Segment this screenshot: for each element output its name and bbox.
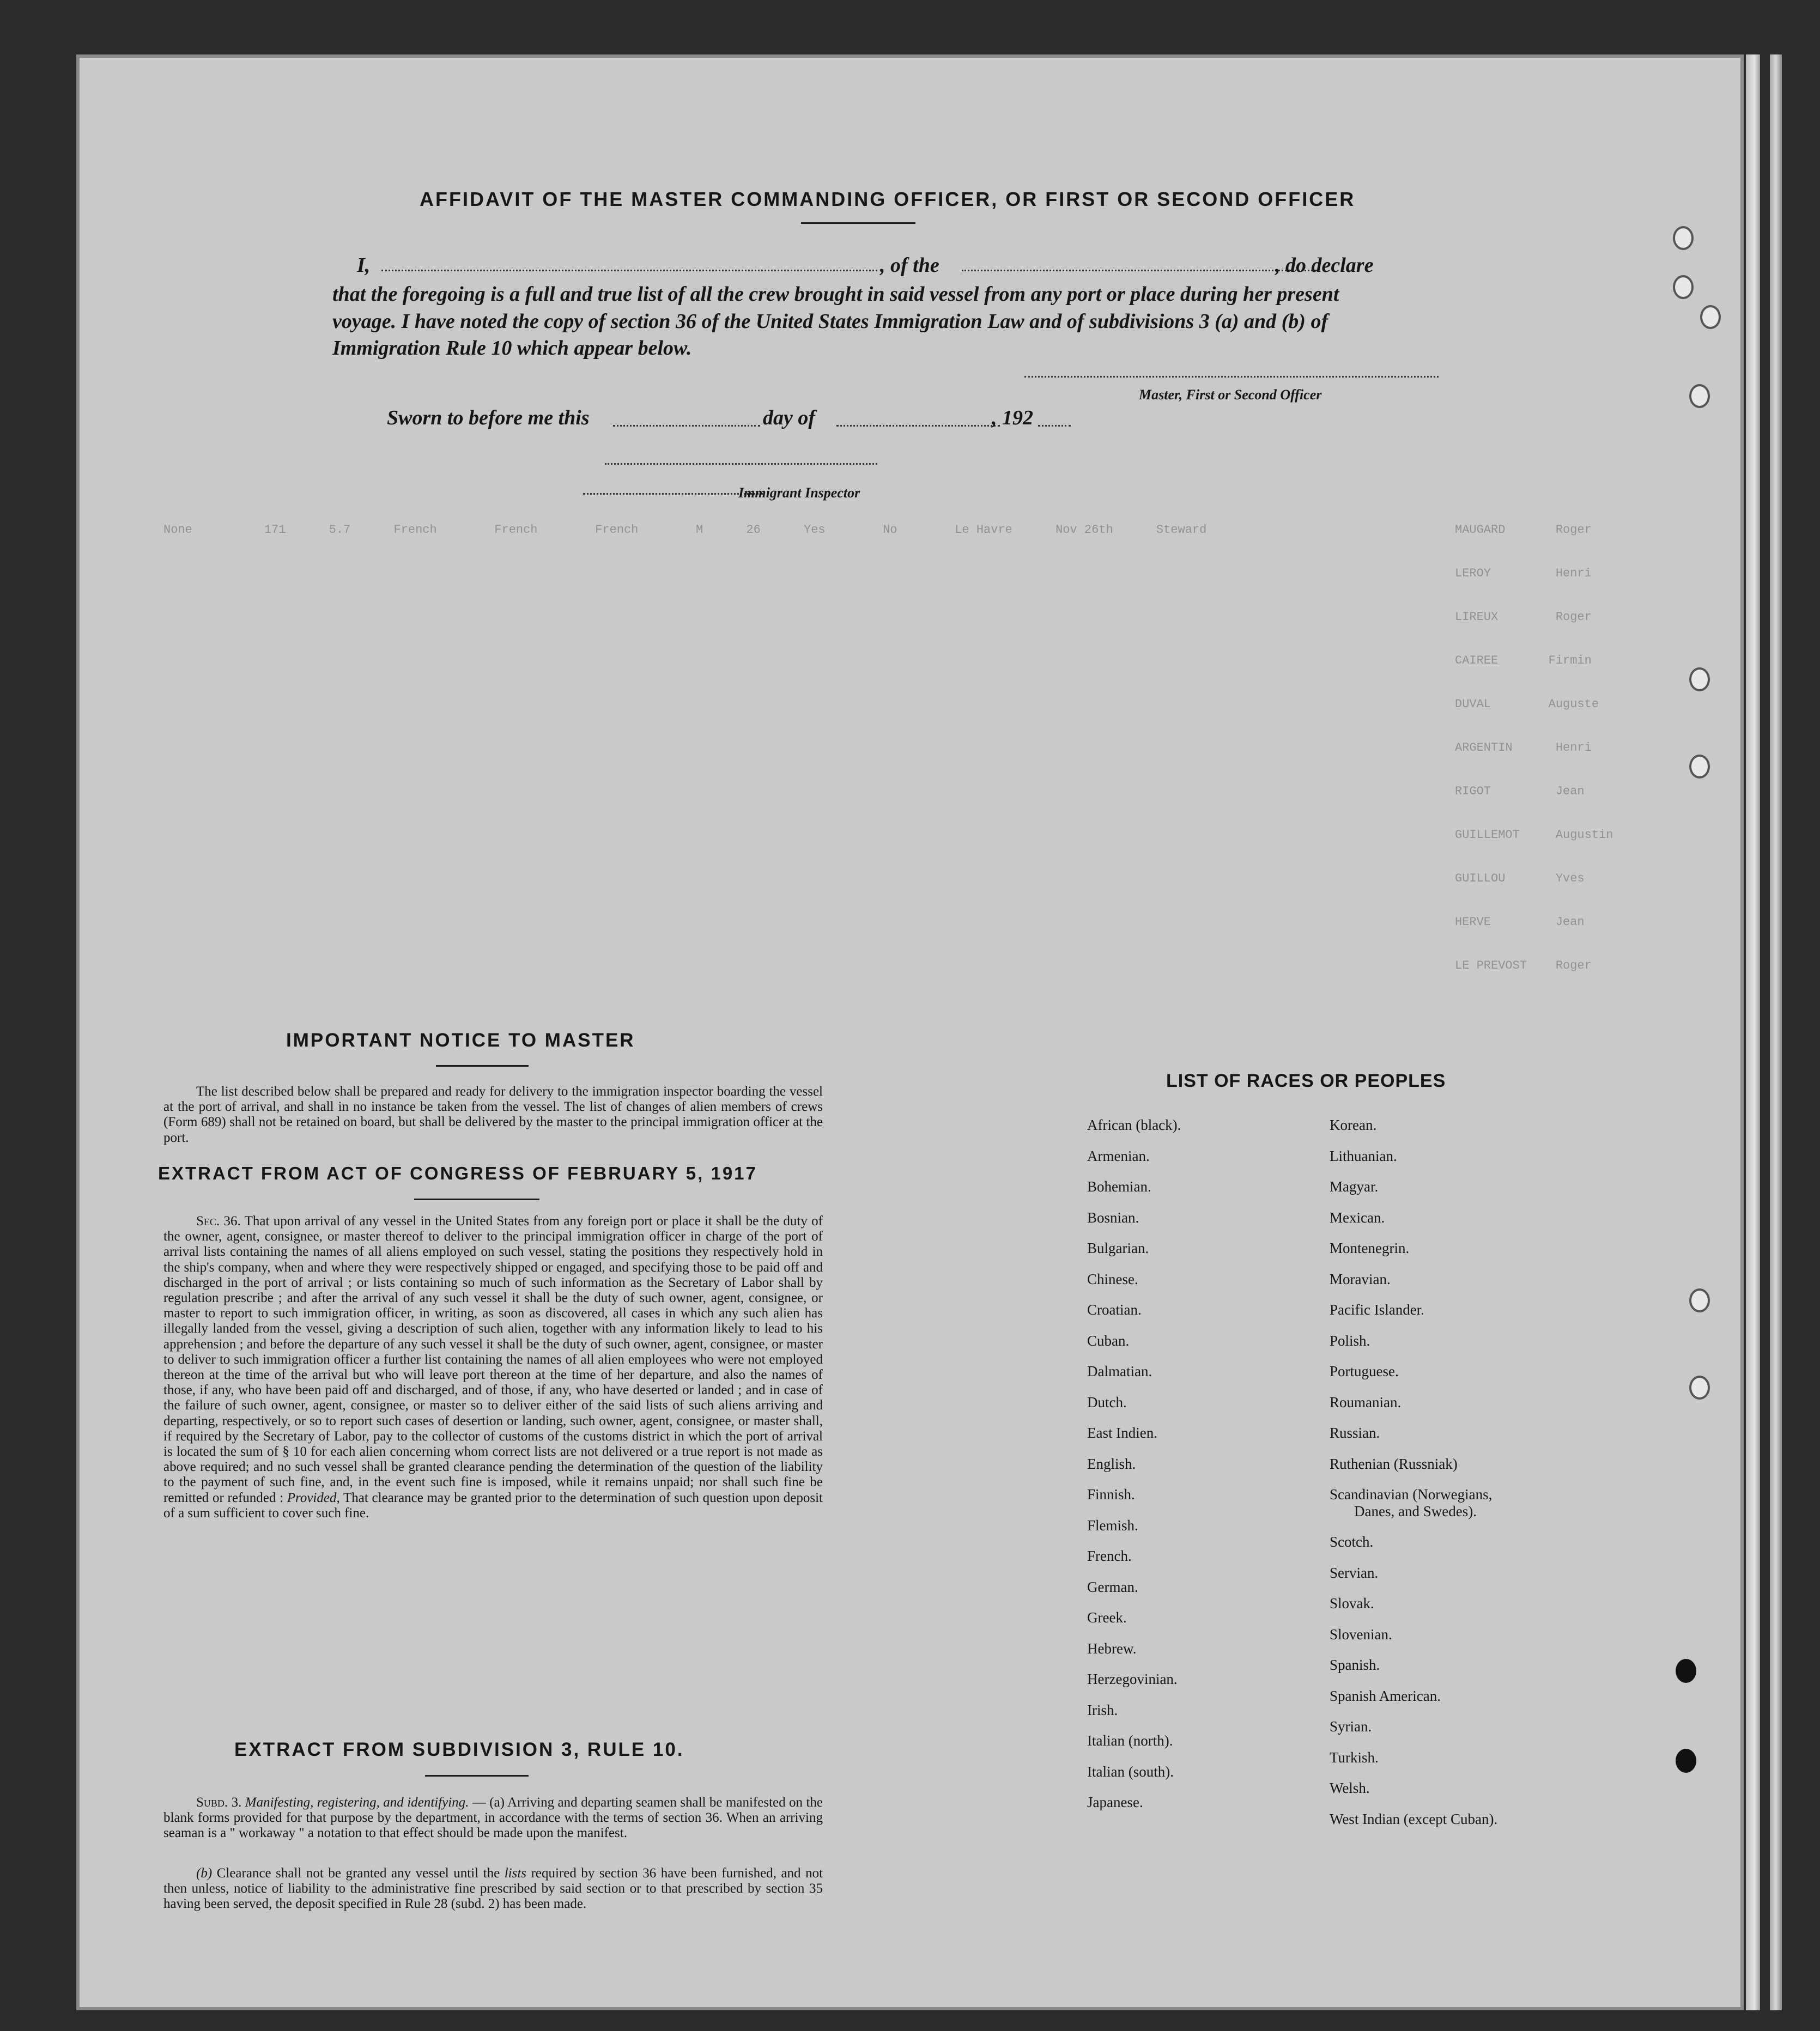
title-rule [801,222,915,224]
race-item: Bosnian. [1087,1209,1139,1226]
race-item: Welsh. [1330,1780,1370,1796]
punch-hole [1700,305,1721,329]
race-item: Bulgarian. [1087,1240,1149,1256]
affidavit-line3: voyage. I have noted the copy of section 36 of the United States Immigration Law and of subdivisions 3 (a) and (b) of [332,310,1328,333]
race-item: African (black). [1087,1117,1181,1133]
race-item: Croatian. [1087,1302,1142,1318]
page-edge [1770,54,1782,2010]
act-text [163,1214,823,1521]
race-item: East Indien. [1087,1425,1157,1441]
race-item: Scandinavian (Norwegians, [1330,1486,1493,1503]
race-item: Lithuanian. [1330,1147,1397,1164]
race-item: Scotch. [1330,1534,1374,1550]
notice-rule [436,1065,529,1067]
race-item: Russian. [1330,1425,1380,1441]
name-blank [381,270,877,271]
punch-hole [1689,1376,1710,1400]
day-of-label: day of [763,406,816,429]
race-item: Dalmatian. [1087,1363,1152,1379]
race-item: Roumanian. [1330,1394,1402,1410]
race-item: Hebrew. [1087,1640,1137,1657]
race-item: Irish. [1087,1701,1118,1718]
race-item: German. [1087,1578,1138,1595]
race-item: Syrian. [1330,1718,1372,1735]
race-item: Ruthenian (Russniak) [1330,1455,1458,1472]
affidavit-title: AFFIDAVIT OF THE MASTER COMMANDING OFFICER, OR FIRST OR SECOND OFFICER [420,188,1356,210]
race-item: Portuguese. [1330,1363,1399,1379]
rule-body-b2: required by section 36 have been furnished, and not then unless, notice of liability to the administrative fine prescribed by said section or to that prescribed by section 35 having been served, the deposit specified in Rule 28 (subd. 2) has been made. [163,1866,823,1912]
rule-text-a [163,1795,823,1841]
race-item: Italian (south). [1087,1763,1174,1780]
affidavit-line4: Immigration Rule 10 which appear below. [332,337,692,360]
act-title: EXTRACT FROM ACT OF CONGRESS OF FEBRUARY 5, 1917 [158,1163,757,1183]
sworn-label: Sworn to before me this [387,406,590,429]
race-item: Slovenian. [1330,1626,1392,1643]
rule-heading: Manifesting, registering, and identifying. [245,1795,469,1810]
document-page: MAUGARD Roger LEROY Henri LIREUX Roger CAIREE Firmin DUVAL Auguste ARGENTIN Henri RIGOT Jean GUILLEMOT Augustin GUILLOU Yves HERVE Jean LE PREVOST Roger None 171 5.7 French French French M 26 Yes No Le Havre Nov 26th Steward AFFIDAVIT OF THE MASTER COMMANDING OFFICER, OR FIRST OR SECOND OFFICER I, , of the , do declare that the foregoing is a full and true list of all the crew brought in said vessel from any port or place during her present voyage. I have noted the copy of section 36 of the United States Immigration Law and of subdivisions 3 (a) and (b) of Immigration Rule 10 which appear below. Master, First or Second Officer Sworn to before me this day of , 192 Immigrant Inspector IMPORTANT NOTICE TO MASTER The list described below shall be prepared and ready for delivery to the immigration inspector boarding the vessel at the port of arrival, and shall in no instance be taken from the vessel. The list of changes of alien members of crews (Form 689) shall not be retained on board, but shall be delivered by the master to the principal immigration officer at the port. EXTRACT FROM ACT OF CONGRESS OF FEBRUARY 5, 1917 Sec. 36. That upon arrival of any vessel in the United States from any foreign port or place it shall be the duty of the owner, agent, consignee, or master thereof to deliver to the principal immigration officer in charge of the port of arrival lists containing the names of all aliens employed on such vessel, stating the positions they respectively hold in the ship's company, when and where they were respectively shipped or engaged, and specifying those to be paid off and discharged in the port of arrival ; or lists containing so much of such information as the Secretary of Labor shall by regulation prescribe ; and after the arrival of any such vessel it shall be the duty of such owner, agent, consignee, or master to report to such immigration officer, in writing, as soon as discovered, all cases in which any such alien has illegally landed from the vessel, giving a description of such alien, together with any information likely to lead to his apprehension ; and before the departure of any such vessel it shall be the duty of such owner, agent, consignee, or master to deliver to such immigration officer a further list containing the names of all alien employees who were not employed thereon at the time of the arrival but who will leave port thereon at the time of her departure, and also the names of those, if any, who have been paid off and discharged, and of those, if any, who have deserted or landed ; and in case of the failure of such owner, agent, consignee, or master so to deliver either of the said lists of such aliens arriving and departing, respectively, or so to report such cases of desertion or landing, such owner, agent, consignee, or master shall, if required by the Secretary of Labor, pay to the collector of customs of the customs district in which the port of arrival is located the sum of § 10 for each alien concerning whom correct lists are not delivered or a true report is not made as above required; and no such vessel shall be granted clearance pending the determination of the question of the liability to the payment of such fine, and, in the event such fine is imposed, while it remains unpaid; nor shall such fine be remitted or refunded : Provided, That clearance may be granted prior to the determination of such question upon deposit of a sum sufficient to cover such fine. EXTRACT FROM SUBDIVISION 3, RULE 10. Subd. 3. Manifesting, registering, and identifying. — (a) Arriving and departing seamen shall be manifested on the blank forms provided for that purpose by the department, in accordance with the terms of section 36. When an arriving seaman is a " workaway " a notation to that effect should be made upon the manifest. (b) Clearance shall not be granted any vessel until the lists required by section 36 have been furnished, and not then unless, notice of liability to the administrative fine prescribed by said section or to that prescribed by section 35 having been served, the deposit specified in Rule 28 (subd. 2) has been made. LIST OF RACES OR PEOPLES African (black). Armenian. Bohemian. Bosnian. Bulgarian. Chinese. Croatian. Cuban. Dalmatian. Dutch. East Indien. English. Finnish. Flemish. French. German. Greek. Hebrew. Herzegovinian. Irish. Italian (north). Italian (south). Japanese. Korean. Lithuanian. Magyar. Mexican. Montenegrin. Moravian. Pacific Islander. Polish. Portuguese. Roumanian. Russian. Ruthenian (Russniak) Scandinavian (Norwegians, Danes, and Swedes). Scotch. Servian. Slovak. Slovenian. Spanish. Spanish American. Syrian. Turkish. Welsh. West Indian (except Cuban). [76,54,1744,2010]
punch-hole [1673,226,1694,250]
year-label: , 192 [992,406,1033,429]
race-item: Italian (north). [1087,1732,1173,1749]
month-blank [836,425,1000,427]
inspector-blank [605,463,877,465]
races-column-1 [1087,1117,1181,1825]
race-item: Herzegovinian. [1087,1671,1178,1687]
race-item: West Indian (except Cuban). [1330,1810,1498,1827]
race-item: Polish. [1330,1332,1370,1349]
race-item: Slovak. [1330,1595,1374,1612]
punch-hole [1673,275,1694,299]
signature-blank [1024,376,1439,378]
master-label: Master, First or Second Officer [1139,387,1322,403]
inspector-blank-2 [583,493,763,495]
notice-title: IMPORTANT NOTICE TO MASTER [286,1030,635,1051]
race-item: Japanese. [1087,1794,1143,1810]
race-item: Korean. [1330,1117,1377,1133]
race-item: Spanish American. [1330,1687,1441,1704]
day-blank [613,425,760,427]
race-item: Cuban. [1087,1332,1130,1349]
race-item: Flemish. [1087,1517,1138,1534]
rule-text-b [163,1866,823,1912]
rule-body-b1: Clearance shall not be granted any vessel until the [216,1866,500,1881]
page-edge [1746,54,1760,2010]
affidavit-line2: that the foregoing is a full and true list of all the crew brought in said vessel from any port or place during her present [332,283,1339,306]
affidavit-declare: , do declare [1275,254,1374,277]
race-item: Moravian. [1330,1270,1391,1287]
race-item: Servian. [1330,1564,1379,1581]
rule-b-label: (b) [196,1866,213,1881]
rule-title: EXTRACT FROM SUBDIVISION 3, RULE 10. [234,1739,684,1760]
races-title: LIST OF RACES OR PEOPLES [1166,1071,1446,1091]
punch-hole [1676,1659,1696,1683]
race-item: Turkish. [1330,1749,1379,1766]
affidavit-i: I, [357,254,371,277]
vessel-blank [962,270,1316,271]
punch-hole [1689,384,1710,408]
notice-text: The list described below shall be prepared and ready for delivery to the immigration inspector boarding the vessel at the port of arrival, and shall in no instance be taken from the vessel. The list of changes of alien members of crews (Form 689) shall not be retained on board, but shall be delivered by the master to the principal immigration officer at the port. [163,1084,823,1145]
affidavit-of-the: , of the [880,254,939,277]
race-item: Pacific Islander. [1330,1302,1424,1318]
race-item: Dutch. [1087,1394,1127,1410]
race-item: English. [1087,1455,1136,1472]
year-blank [1038,425,1071,427]
punch-hole [1689,1288,1710,1312]
race-item: Bohemian. [1087,1178,1151,1195]
punch-hole [1689,667,1710,691]
rule-b-lists: lists [504,1866,527,1881]
race-item: Magyar. [1330,1178,1379,1195]
race-item: French. [1087,1548,1132,1564]
race-item: Spanish. [1330,1657,1380,1673]
act-section: Sec. 36. [196,1214,241,1229]
act-rule [414,1199,539,1200]
rule-subd: Subd. 3. [196,1795,242,1810]
act-body: That upon arrival of any vessel in the United States from any foreign port or place it shall be the duty of the owner, agent, consignee, or master thereof to deliver to the principal immigration officer in charge of the port of arrival lists containing the names of all aliens employed on such vessel, stating the positions they respectively hold in the ship's company, when and where they were respectively shipped or engaged, and specifying those to be paid off and discharged in the port of arrival ; or lists containing so much of such information as the Secretary of Labor shall by regulation prescribe ; and after the arrival of any such vessel it shall be the duty of such owner, agent, consignee, or master to report to such immigration officer, in writing, as soon as discovered, all cases in which any such alien has illegally landed from the vessel, giving a description of such alien, together with any information likely to lead to his apprehension ; and before the departure of any such vessel it shall be the duty of such owner, agent, consignee, or master to deliver to such immigration officer a further list containing the names of all alien employees who were not employed thereon at the time of the arrival but who will leave port thereon at the time of her departure, and also the names of those, if any, who have been paid off and discharged, and of those, if any, who have deserted or landed ; and in case of the failure of such owner, agent, consignee, or master so to deliver either of the said lists of such aliens arriving and departing, respectively, or so to report such cases of desertion or landing, such owner, agent, consignee, or master shall, if required by the Secretary of Labor, pay to the collector of customs of the customs district in which the port of arrival is located the sum of § 10 for each alien concerning whom correct lists are not delivered or a true report is not made as above required; and no such vessel shall be granted clearance pending the determination of the question of the liability to the payment of such fine, and, in the event such fine is imposed, while it remains unpaid; nor shall such fine be remitted or refunded : [163,1214,823,1505]
punch-hole [1689,755,1710,779]
race-item: Montenegrin. [1330,1240,1410,1256]
races-column-2 [1330,1117,1497,1841]
race-item: Chinese. [1087,1270,1138,1287]
act-provided: Provided, [287,1490,340,1505]
inspector-label: Immigrant Inspector [738,485,860,501]
rule-title-rule [425,1775,529,1777]
race-item: Armenian. [1087,1147,1150,1164]
punch-hole [1676,1749,1696,1773]
rule-body-a: — (a) Arriving and departing seamen shall be manifested on the blank forms provided for that purpose by the department, in accordance with the terms of section 36. When an arriving seaman is a " workaway " a notation to that effect should be made upon the manifest. [163,1795,823,1841]
race-item: Greek. [1087,1609,1127,1626]
race-item: Finnish. [1087,1486,1135,1503]
act-tail: That clearance may be granted prior to the determination of such question upon deposit of a sum sufficient to cover such fine. [163,1490,823,1521]
race-item: Mexican. [1330,1209,1385,1226]
race-item: Danes, and Swedes). [1354,1503,1477,1519]
